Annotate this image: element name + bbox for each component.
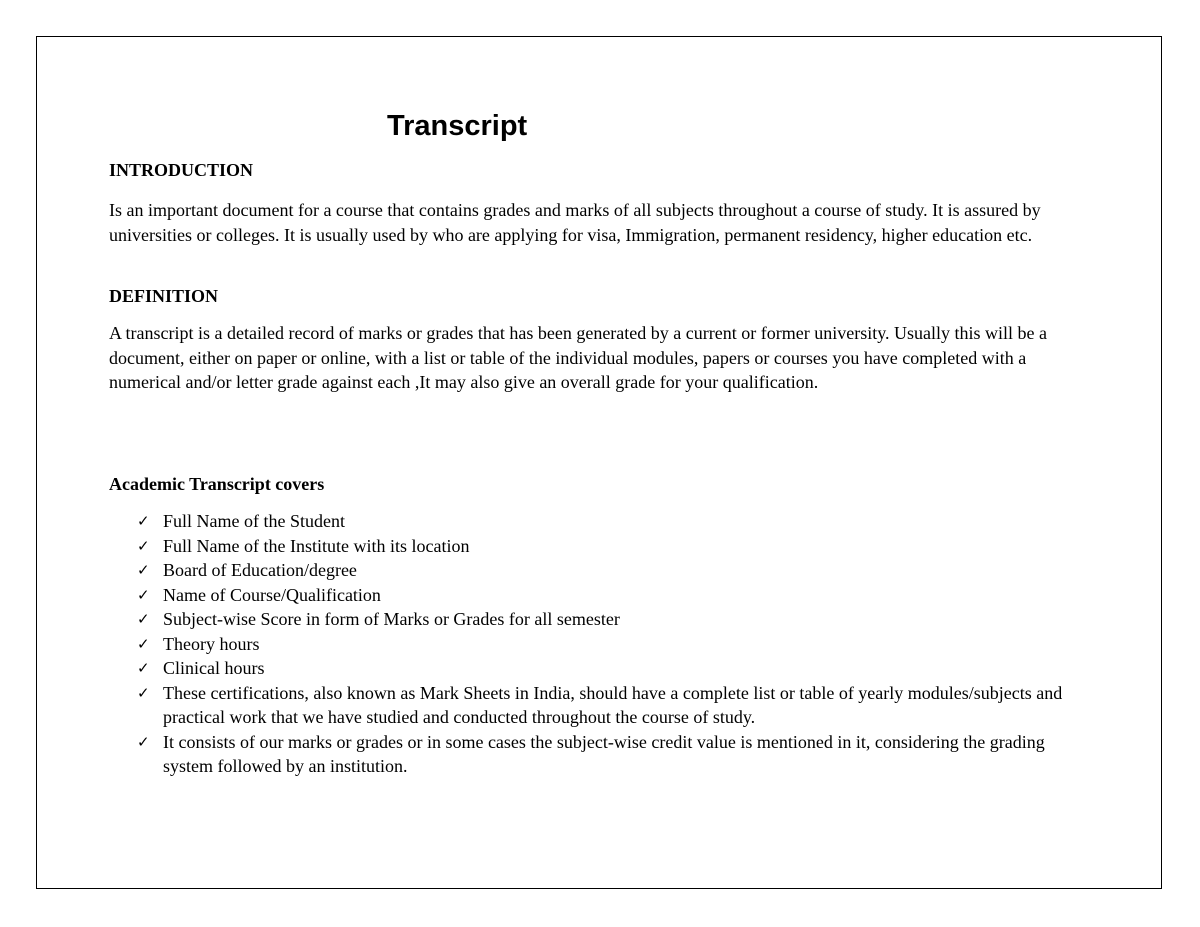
list-item [135,558,1075,583]
list-item [135,681,1075,730]
checkmark-icon: ✓ [137,634,150,653]
checkmark-icon: ✓ [137,561,150,579]
checkmark-icon: ✓ [137,512,150,530]
list-item-text: Board of Education/degree [163,560,357,580]
checkmark-icon: ✓ [137,732,150,751]
checkmark-icon: ✓ [137,659,150,677]
list-item [135,583,1075,608]
introduction-paragraph: Is an important document for a course that contains grades and marks of all subjects throughout a course of study. It is assured by universities or colleges. It is usually used by who are applying for visa, Immigration, permanent residency, higher education etc. [109,200,1041,245]
checkmark-icon: ✓ [137,610,150,628]
document-title: Transcript [387,110,528,142]
list-item-text: These certifications, also known as Mark Sheets in India, should have a complete list or table of yearly modules/subjects and practical work that we have studied and conducted throughout the course of study. [163,682,1063,727]
covers-heading: Academic Transcript covers [109,474,325,494]
list-item-text: Name of Course/Qualification [163,584,381,605]
list-item-text: Full Name of the Institute with its location [163,535,470,556]
definition-heading: DEFINITION [109,286,219,306]
definition-paragraph: A transcript is a detailed record of marks or grades that has been generated by a current or former university. Usually this will be a document, either on paper or online, with a list or table of the individual modules, papers or courses you have completed with a numerical and/or letter grade against each ,It may also give an overall grade for your qualification. [109,323,1048,392]
list-item-text: It consists of our marks or grades or in some cases the subject-wise credit value is mentioned in it, considering the grading system followed by an institution. [163,731,1045,776]
introduction-heading: INTRODUCTION [109,160,254,180]
list-item [135,534,1075,559]
list-item [135,656,1075,681]
list-item-text: Clinical hours [163,658,265,678]
checkmark-icon: ✓ [137,585,150,604]
checkmark-icon: ✓ [137,536,150,555]
list-item [135,632,1075,657]
checkmark-icon: ✓ [137,683,150,702]
covers-list [135,509,1075,779]
list-item [135,509,1075,534]
list-item [135,730,1075,779]
list-item-text: Full Name of the Student [163,511,345,531]
list-item [135,607,1075,632]
list-item-text: Subject-wise Score in form of Marks or Grades for all semester [163,609,620,629]
list-item-text: Theory hours [163,633,260,654]
